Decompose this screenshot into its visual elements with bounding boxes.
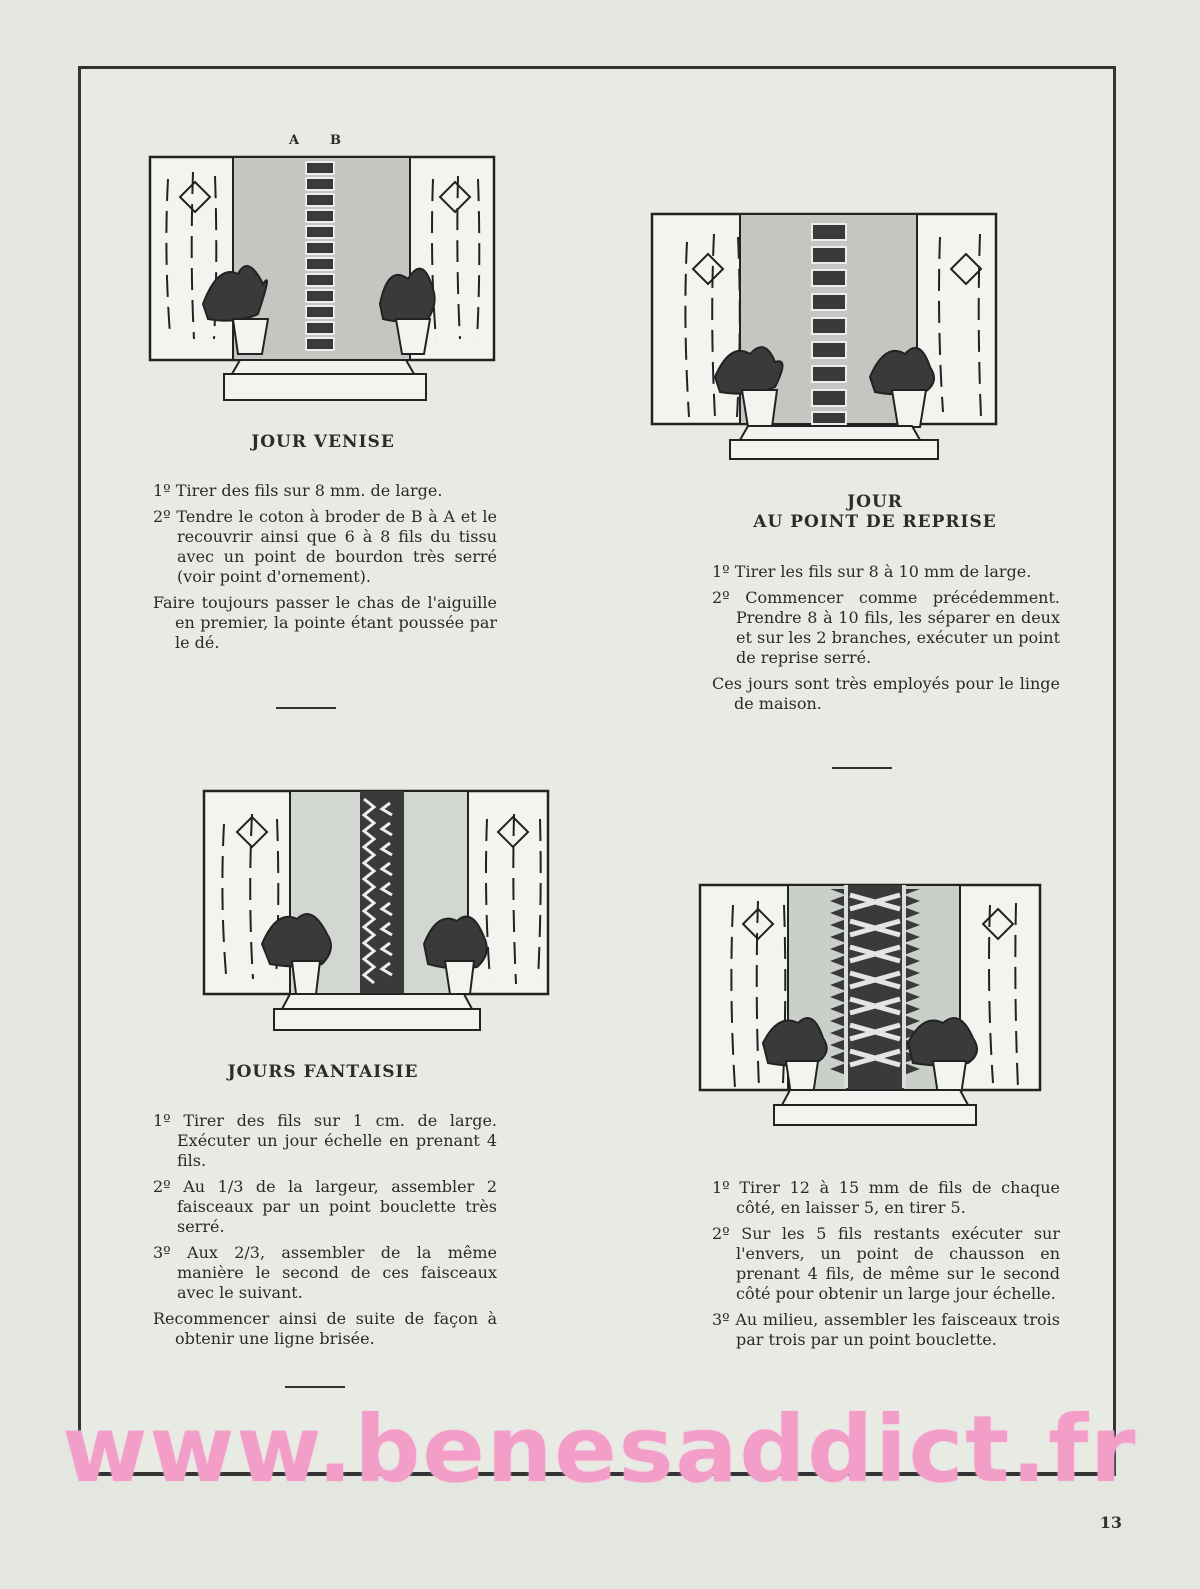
window-drawing (202, 789, 552, 1034)
instructions-jours-fantaisie (153, 1111, 497, 1355)
step-2: 2º Tendre le coton à broder de B à A et le recouvrir ainsi que 6 à 8 fils du tissu avec un point de bourdon très serré (voir point d'ornement). (153, 507, 497, 586)
note: Ces jours sont très employés pour le linge de maison. (712, 674, 1060, 713)
divider (832, 767, 892, 769)
note: Faire toujours passer le chas de l'aiguille en premier, la pointe étant poussée par le dé. (153, 593, 497, 652)
divider (285, 1386, 345, 1388)
step-1: 1º Tirer des fils sur 1 cm. de large. Exécuter un jour échelle en prenant 4 fils. (153, 1111, 497, 1170)
label-a: A (289, 133, 301, 148)
divider (276, 707, 336, 709)
window-drawing (650, 212, 1000, 462)
step-3: 3º Aux 2/3, assembler de la même manière le second de ces faisceaux avec le suivant. (153, 1243, 497, 1302)
window-drawing (148, 154, 498, 404)
step-3: 3º Au milieu, assembler les faisceaux trois par trois par un point bouclette. (712, 1310, 1060, 1349)
window-sill (224, 374, 426, 400)
window-sill (730, 440, 938, 459)
illustration-jours-fantaisie (202, 789, 552, 1034)
instructions-jour-point-reprise (712, 562, 1060, 720)
window-sill (274, 1009, 480, 1030)
window-sill (774, 1105, 976, 1125)
instructions-jour-venise (153, 481, 497, 659)
label-b: B (330, 133, 342, 148)
heading-jour-point-reprise (700, 492, 1050, 532)
illustration-jour-chausson (698, 883, 1043, 1128)
page-number: 13 (1099, 1513, 1122, 1532)
darning-stitch (812, 224, 846, 424)
heading-jour-venise: JOUR VENISE (251, 432, 395, 452)
illustration-jour-venise (148, 154, 498, 404)
step-2: 2º Commencer comme précédemment. Prendre 8 à 10 fils, les séparer en deux et sur les 2 branches, exécuter un point de reprise serré. (712, 588, 1060, 667)
instructions-jour-chausson (712, 1178, 1060, 1356)
note: Recommencer ainsi de suite de façon à obtenir une ligne brisée. (153, 1309, 497, 1348)
step-1: 1º Tirer des fils sur 8 mm. de large. (153, 481, 443, 500)
heading-line-2: AU POINT DE REPRISE (753, 512, 997, 532)
illustration-jour-point-reprise (650, 212, 1000, 462)
step-1: 1º Tirer les fils sur 8 à 10 mm de large. (712, 562, 1032, 581)
step-2: 2º Au 1/3 de la largeur, assembler 2 faisceaux par un point bouclette très serré. (153, 1177, 497, 1236)
watermark: www.benesaddict.fr (62, 1396, 1138, 1503)
step-2: 2º Sur les 5 fils restants exécuter sur l'envers, un point de chausson en prenant 4 fils, de même sur le second côté pour obtenir un large jour échelle. (712, 1224, 1060, 1303)
step-1: 1º Tirer 12 à 15 mm de fils de chaque côté, en laisser 5, en tirer 5. (712, 1178, 1060, 1217)
heading-jours-fantaisie: JOURS FANTAISIE (227, 1062, 419, 1082)
heading-line-1: JOUR (847, 492, 903, 512)
window-drawing (698, 883, 1043, 1128)
